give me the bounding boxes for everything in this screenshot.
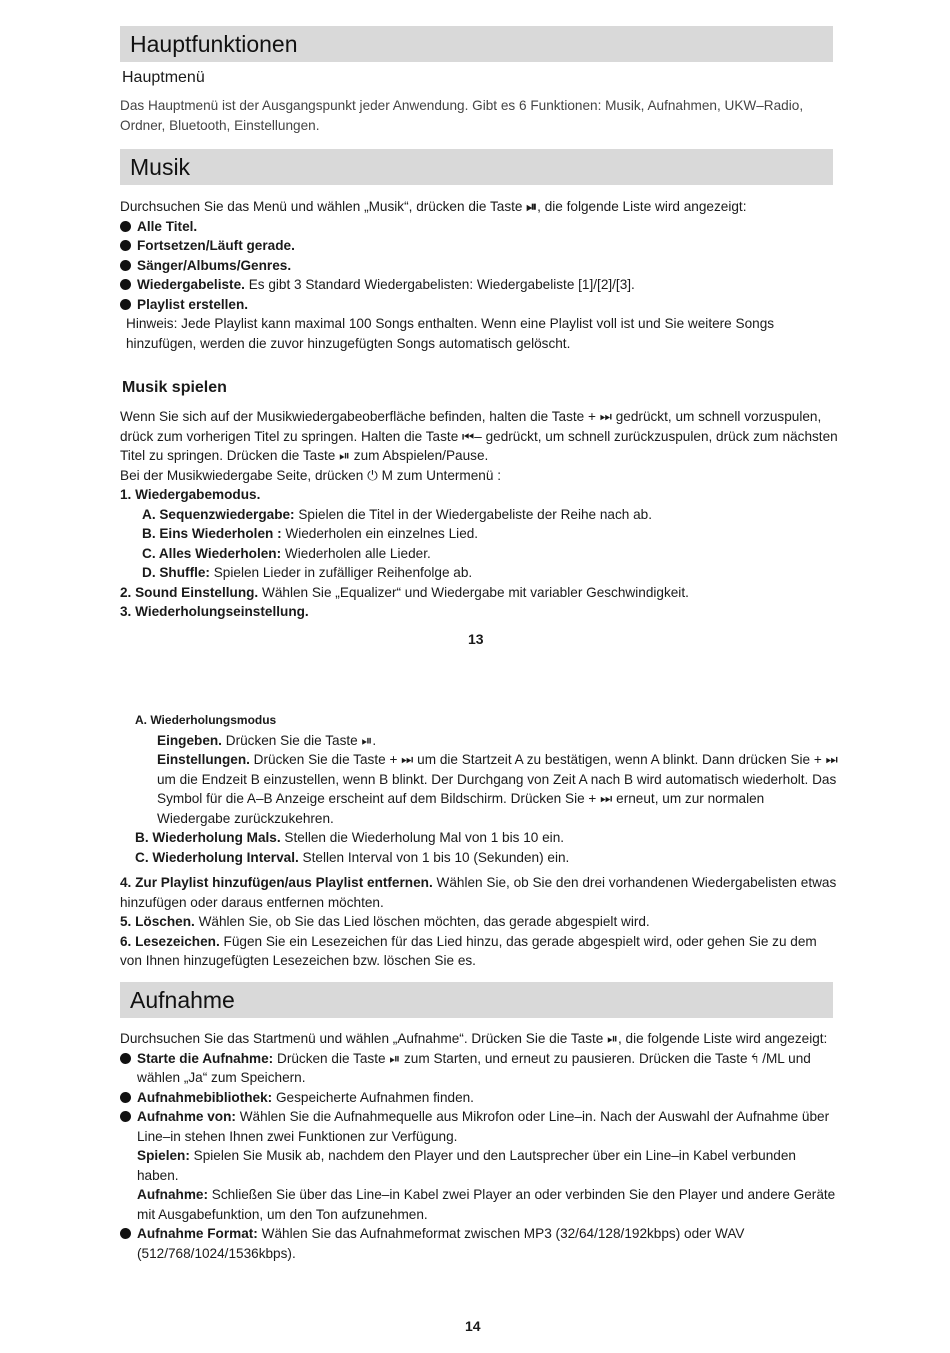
einstellungen-bold: Einstellungen. xyxy=(157,752,250,767)
music-intro-text-a: Durchsuchen Sie das Menü und wählen „Musik“, drücken die Taste xyxy=(120,199,527,214)
music-block xyxy=(120,197,840,353)
bullet-bold: Fortsetzen/Läuft gerade. xyxy=(137,238,295,253)
hint-text: Hinweis: Jede Playlist kann maximal 100 Songs enthalten. Wenn eine Playlist voll ist und Sie weitere Songs hinzufügen, werden die zuvor hinzugefügten Songs automatisch gelöscht. xyxy=(126,316,775,351)
b-bold: B. Wiederholung Mals. xyxy=(135,830,281,845)
aufnahme-bold: Aufnahme: xyxy=(137,1187,208,1202)
bullet-text: Wählen Sie die Aufnahmequelle aus Mikrofon oder Line–in. Nach der Auswahl der Aufnahme über Line–in stehen Ihnen zwei Funktionen zur Verfügung. xyxy=(137,1109,830,1144)
hauptmenu-paragraph: Das Hauptmenü ist der Ausgangspunkt jeder Anwendung. Gibt es 6 Funktionen: Musik, Aufnahmen, UKW–Radio, Ordner, Bluetooth, Einstellungen. xyxy=(120,98,804,133)
sub-item-text: Spielen die Titel in der Wiedergabeliste der Reihe nach ab. xyxy=(294,506,653,522)
spielen-text: Spielen Sie Musik ab, nachdem den Player und den Lautsprecher über ein Line–in Kabel verbunden haben. xyxy=(137,1148,796,1183)
item6-text: Fügen Sie ein Lesezeichen für das Lied hinzu, das gerade abgespielt wird, oder gehen Sie zu dem von Ihnen hinzugefügten Lesezeichen bzw. löschen Sie es. xyxy=(120,933,817,968)
item4-text: Wählen Sie, ob Sie den drei vorhandenen Wiedergabelisten etwas hinzufügen oder daraus entfernen möchten. xyxy=(120,875,837,910)
item2-text: Wählen Sie „Equalizer“ und Wiedergabe mit variabler Geschwindigkeit. xyxy=(258,584,689,600)
list-item xyxy=(120,1224,840,1263)
repeat-mode-heading: A. Wiederholungsmodus xyxy=(135,713,277,727)
section-title-musik: Musik xyxy=(120,149,833,185)
play-paragraph-1: Wenn Sie sich auf der Musikwiedergabeoberfläche befinden, halten die Taste + ⏭ gedrückt, um schnell vorzuspulen, drück zum vorherigen Titel zu springen. Halten die Taste ⏮– gedrückt, um schnell zurückzuspulen, drück zum nächsten Titel zu springen. Drücken die Taste ⏯ zum Abspielen/Pause. xyxy=(120,409,838,463)
item5-bold: 5. Löschen. xyxy=(120,914,195,929)
list-item xyxy=(120,256,840,276)
bullet-bold: Aufnahme von: xyxy=(137,1109,236,1124)
sub-item-text: Spielen Lieder in zufälliger Reihenfolge ab. xyxy=(209,565,473,580)
bullet-text: Wählen Sie das Aufnahmeformat zwischen MP3 (32/64/128/192kbps) oder WAV (512/768/1024/1536kbps). xyxy=(137,1226,745,1261)
subheading-hauptmenu: Hauptmenü xyxy=(122,69,205,86)
item5-text: Wählen Sie, ob Sie das Lied löschen möchten, das gerade abgespielt wird. xyxy=(194,914,650,929)
bullet-bold: Aufnahmebibliothek: xyxy=(137,1089,273,1105)
sub-item-bold: C. Alles Wiederholen: xyxy=(142,545,282,561)
item3-heading: 3. Wiederholungseinstellung. xyxy=(120,604,309,619)
list-item xyxy=(120,1107,840,1146)
list-item xyxy=(120,236,840,256)
record-block xyxy=(120,1029,840,1263)
repeat-block xyxy=(120,711,840,971)
bullet-bold: Alle Titel. xyxy=(137,218,198,234)
play-paragraph-2: Bei der Musikwiedergabe Seite, drücken ⏻ M zum Untermenü : xyxy=(120,467,501,483)
bullet-text: Es gibt 3 Standard Wiedergabelisten: Wiedergabeliste [1]/[2]/[3]. xyxy=(244,277,635,292)
item6-bold: 6. Lesezeichen. xyxy=(120,933,220,949)
einstellungen-text: Drücken Sie die Taste + ⏭ um die Startzeit A zu bestätigen, wenn A blinkt. Dann drücken Sie + ⏭ um die Endzeit B einzustellen, wenn B blinkt. Der Durchgang von Zeit A nach B wird automatisch wiederholt. Das Symbol für die A–B Anzeige erscheint auf dem Bildschirm. Drücken Sie + ⏭ erneut, um zur normalen Wiedergabe zurückzukehren. xyxy=(157,752,838,826)
eingeben-bold: Eingeben. xyxy=(157,732,222,748)
eingeben-text: Drücken Sie die Taste ⏯. xyxy=(221,732,377,748)
bullet-icon xyxy=(120,279,131,290)
play-pause-icon: ⏯ xyxy=(526,199,538,214)
bullet-icon xyxy=(120,1111,131,1122)
bullet-icon xyxy=(120,260,131,271)
bullet-bold: Wiedergabeliste. xyxy=(137,277,245,292)
bullet-bold: Aufnahme Format: xyxy=(137,1226,258,1241)
bullet-text: Gespeicherte Aufnahmen finden. xyxy=(272,1089,474,1105)
sub-item-text: Wiederholen ein einzelnes Lied. xyxy=(281,526,479,541)
bullet-icon xyxy=(120,240,131,251)
bullet-icon xyxy=(120,299,131,310)
play-block xyxy=(120,407,840,622)
b-text: Stellen die Wiederholung Mal von 1 bis 10 ein. xyxy=(280,830,565,845)
section-title-hauptfunktionen: Hauptfunktionen xyxy=(120,26,833,62)
c-bold: C. Wiederholung Interval. xyxy=(135,849,299,865)
item1-heading: 1. Wiedergabemodus. xyxy=(120,487,261,502)
item2-heading: 2. Sound Einstellung. xyxy=(120,584,259,600)
bullet-bold: Playlist erstellen. xyxy=(137,296,249,312)
sub-item-text: Wiederholen alle Lieder. xyxy=(281,545,431,561)
music-intro xyxy=(120,197,840,217)
sub-item-bold: D. Shuffle: xyxy=(142,565,210,580)
sub-item-bold: B. Eins Wiederholen : xyxy=(142,526,282,541)
bullet-bold: Sänger/Albums/Genres. xyxy=(137,257,292,273)
bullet-bold: Starte die Aufnahme: xyxy=(137,1050,274,1066)
list-item xyxy=(120,295,840,315)
list-item xyxy=(120,1088,840,1108)
spielen-bold: Spielen: xyxy=(137,1148,190,1163)
bullet-icon xyxy=(120,221,131,232)
hauptmenu-text xyxy=(120,96,840,135)
bullet-icon xyxy=(120,1092,131,1103)
list-item xyxy=(120,217,840,237)
page-number-13: 13 xyxy=(468,631,484,647)
record-intro: Durchsuchen Sie das Startmenü und wählen „Aufnahme“. Drücken Sie die Taste ⏯, die folgende Liste wird angezeigt: xyxy=(120,1031,828,1046)
bullet-text: Drücken die Taste ⏯ zum Starten, und erneut zu pausieren. Drücken die Taste ↰/ML und wählen „Ja“ zum Speichern. xyxy=(137,1050,811,1085)
aufnahme-text: Schließen Sie über das Line–in Kabel zwei Player an oder verbinden Sie den Player und andere Geräte mit Ausgabefunktion, um den Ton aufzunehmen. xyxy=(137,1187,836,1222)
item4-bold: 4. Zur Playlist hinzufügen/aus Playlist entfernen. xyxy=(120,875,433,890)
subheading-musik-spielen: Musik spielen xyxy=(122,379,227,396)
bullet-icon xyxy=(120,1228,131,1239)
list-item xyxy=(120,1049,840,1088)
sub-item-bold: A. Sequenzwiedergabe: xyxy=(142,506,295,522)
section-title-aufnahme: Aufnahme xyxy=(120,982,833,1018)
page-number-14: 14 xyxy=(465,1318,481,1334)
music-intro-text-b: , die folgende Liste wird angezeigt: xyxy=(537,199,747,214)
c-text: Stellen Interval von 1 bis 10 (Sekunden) ein. xyxy=(298,849,570,865)
list-item xyxy=(120,275,840,295)
bullet-icon xyxy=(120,1053,131,1064)
